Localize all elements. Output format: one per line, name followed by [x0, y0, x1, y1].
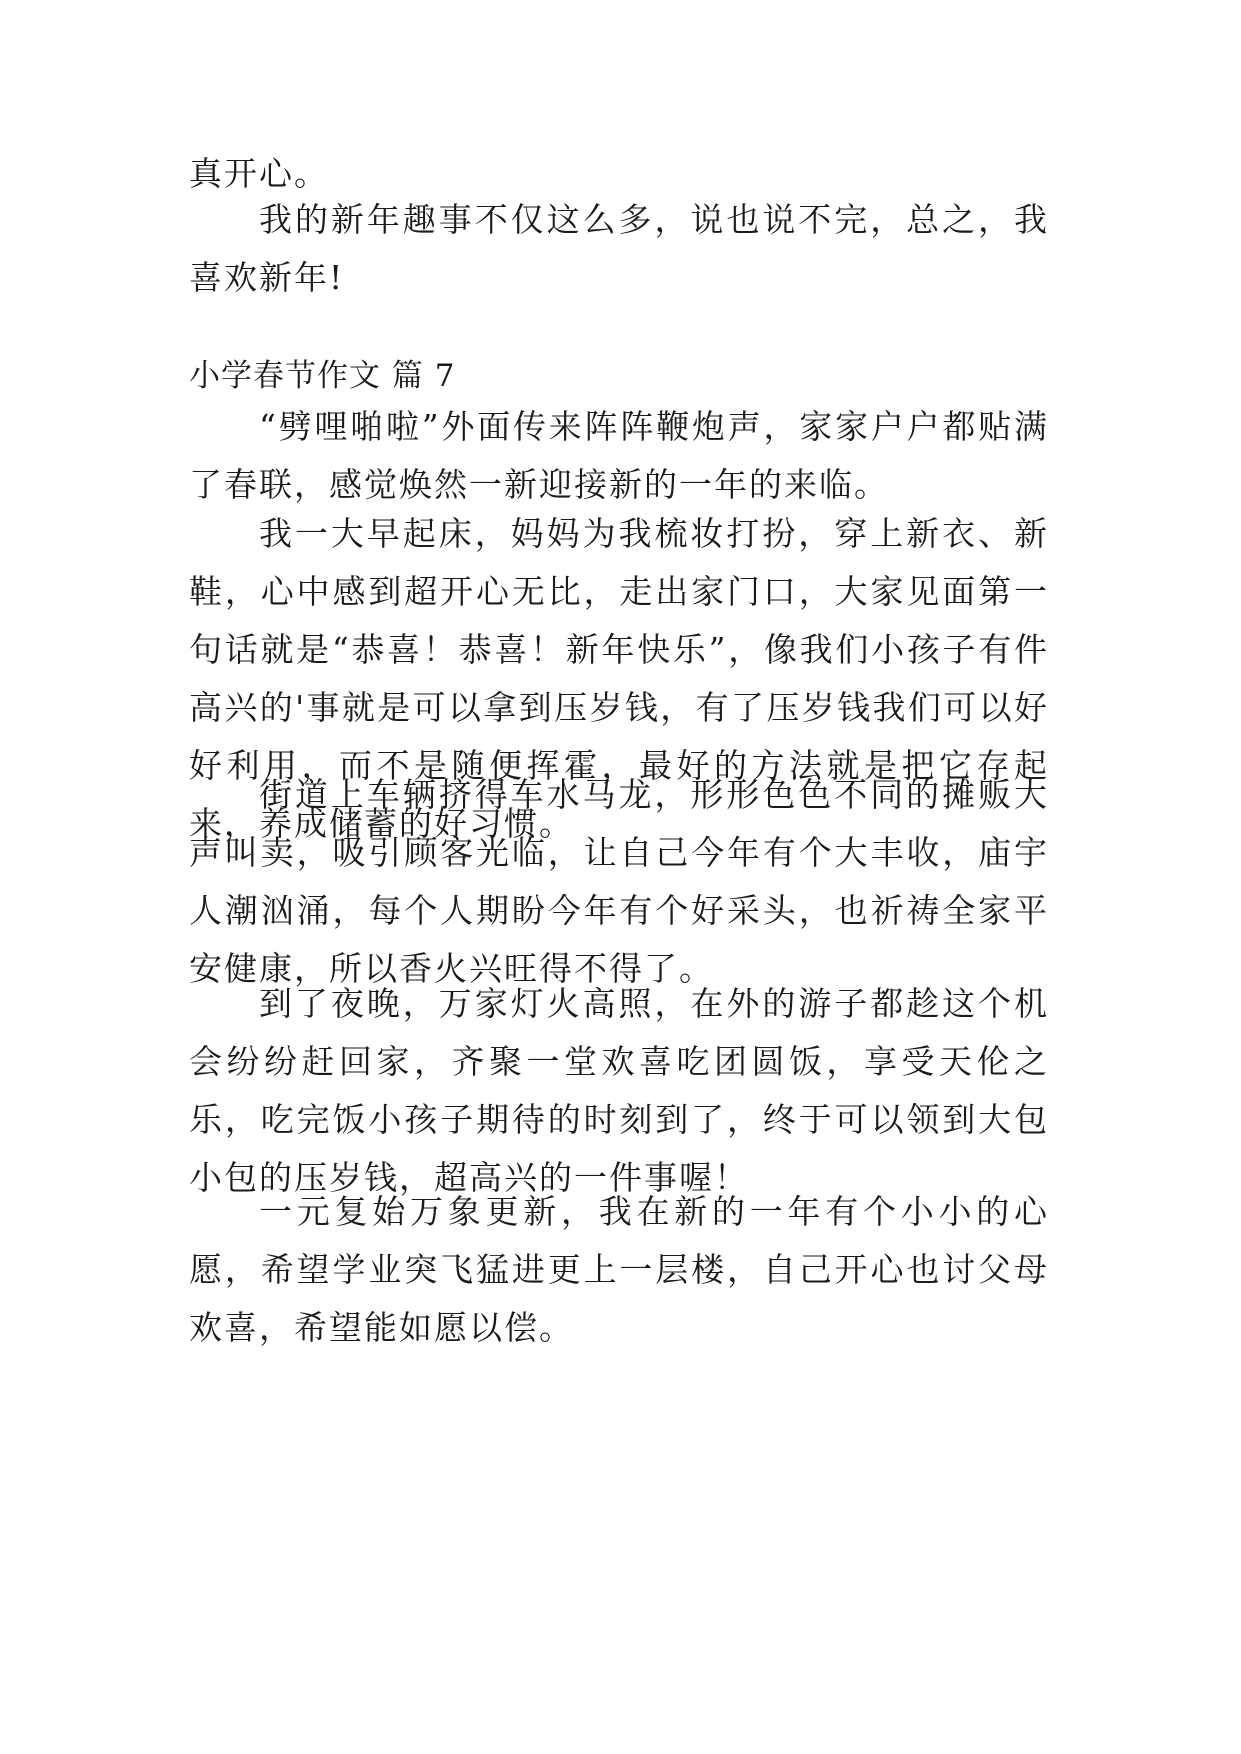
previous-essay-closing-paragraph: 我的新年趣事不仅这么多，说也说不完，总之，我喜欢新年! [189, 200, 1049, 297]
essay-paragraph-1: “劈哩啪啦”外面传来阵阵鞭炮声，家家户户都贴满了春联，感觉焕然一新迎接新的一年的来临。 [189, 407, 1049, 504]
essay-paragraph-5: 一元复始万象更新，我在新的一年有个小小的心愿，希望学业突飞猛进更上一层楼，自己开心也讨父母欢喜，希望能如愿以偿。 [189, 1192, 1049, 1347]
essay-paragraph-2: 我一大早起床，妈妈为我梳妆打扮，穿上新衣、新鞋，心中感到超开心无比，走出家门口，大家见面第一句话就是“恭喜！恭喜！新年快乐”，像我们小孩子有件高兴的'事就是可以拿到压岁钱，有了压岁钱我们可以好好利用，而不是随便挥霍，最好的方法就是把它存起来，养成储蓄的好习惯。 [189, 514, 1049, 843]
section-title: 小学春节作文 篇 7 [189, 358, 456, 394]
essay-paragraph-3: 街道上车辆挤得车水马龙，形形色色不同的摊贩大声叫卖，吸引顾客光临，让自己今年有个大丰收，庙宇人潮汹涌，每个人期盼今年有个好采头，也祈祷全家平安健康，所以香火兴旺得不得了。 [189, 775, 1049, 988]
essay-paragraph-4: 到了夜晚，万家灯火高照，在外的游子都趁这个机会纷纷赶回家，齐聚一堂欢喜吃团圆饭，享受天伦之乐，吃完饭小孩子期待的时刻到了，终于可以领到大包小包的压岁钱，超高兴的一件事喔！ [189, 984, 1049, 1197]
previous-essay-tail: 真开心。 [189, 154, 329, 193]
